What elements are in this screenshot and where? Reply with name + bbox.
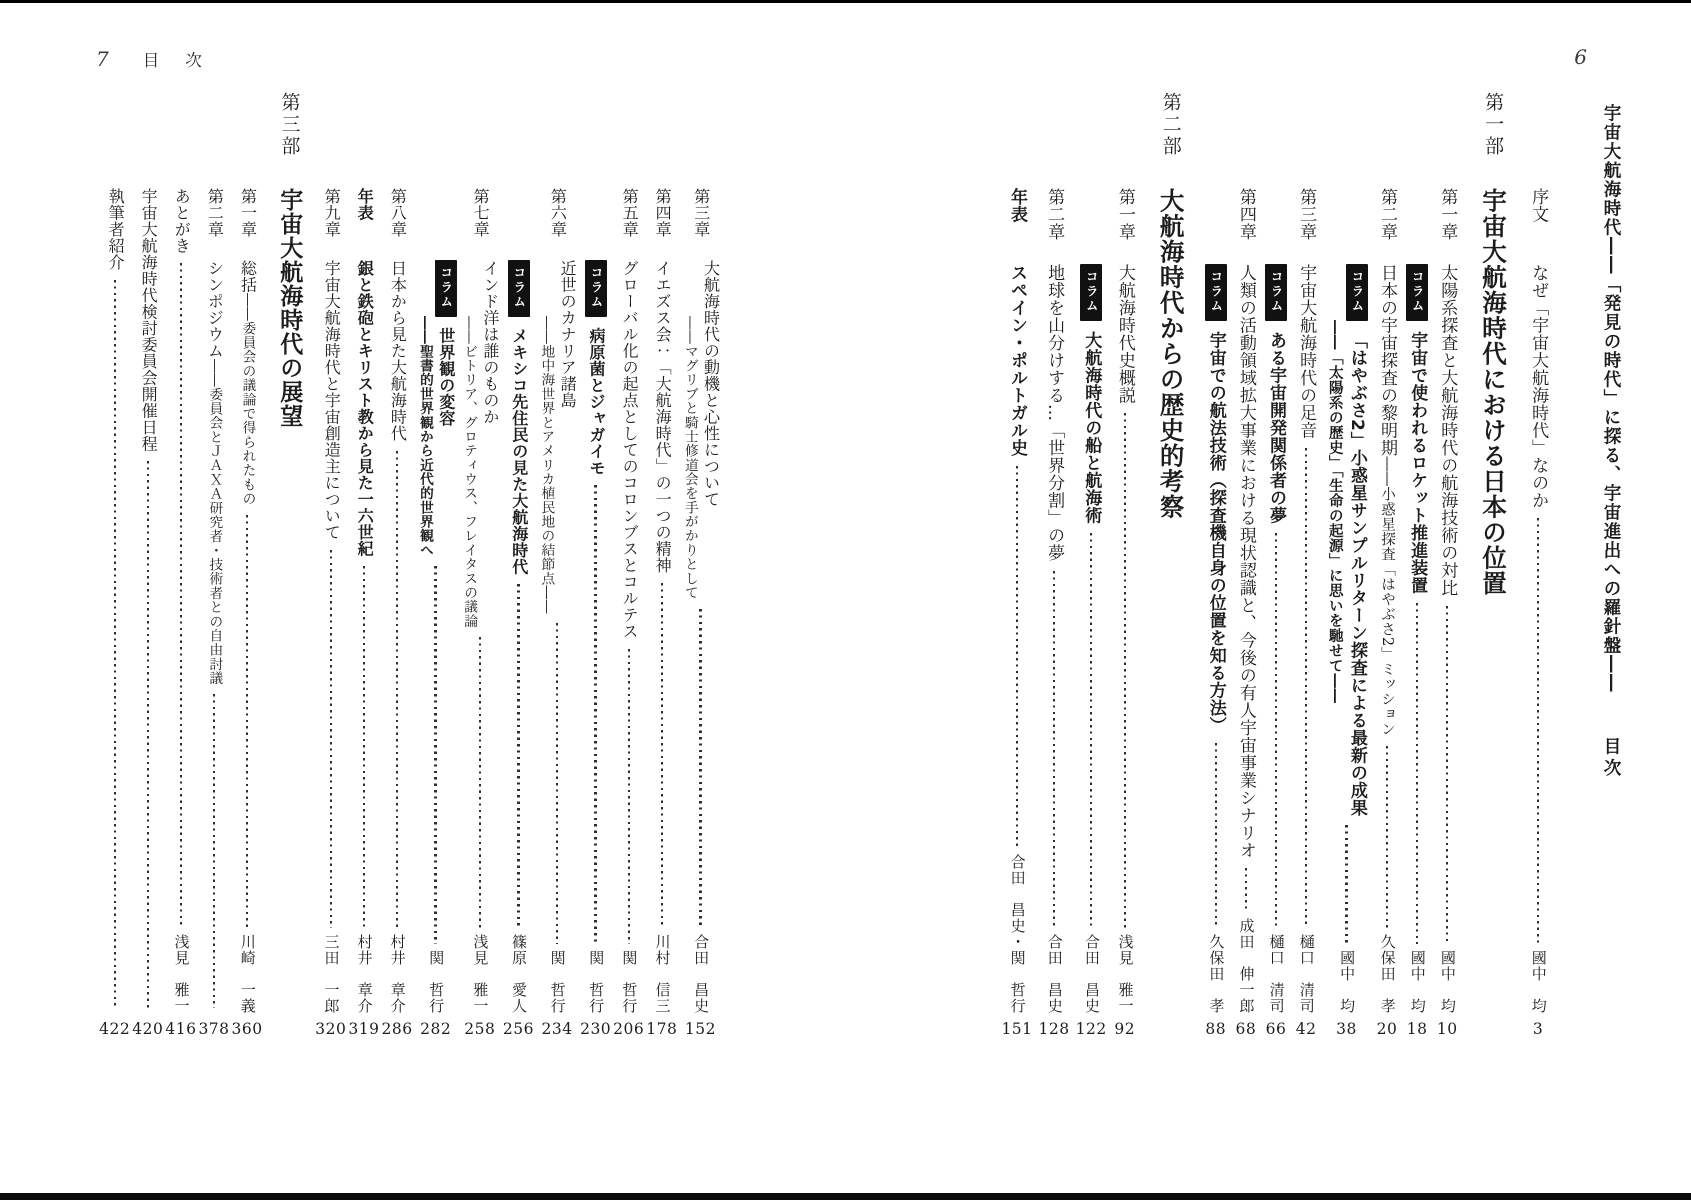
chapter-label-slot [386,188,409,260]
chapter-label: 第二章 [205,188,225,238]
part-heading [1153,92,1188,1039]
chapter-label-slot [1375,188,1399,264]
page-left [0,3,846,1193]
entry-heading [1204,264,1228,734]
page-number: 68 [1235,1020,1257,1038]
column-badge: コラム [1205,264,1227,321]
entry-title: 銀と鉄砲とキリスト教から見た一六世紀 [355,260,375,557]
entry-title: 太陽系探査と大航海時代の航海技術の対比 [1437,264,1458,597]
chapter-label-slot [1435,188,1459,264]
dot-leader [1124,413,1126,928]
entry-title: 病原菌とジャガイモ [586,327,606,476]
entry-title: 人類の活動領域拡大事業における現状認識と、今後の有人宇宙事業シナリオ [1235,264,1256,859]
chapter-label: 序文 [1528,188,1549,223]
toc-entry [1001,92,1032,1039]
column-badge: コラム [1265,264,1287,321]
page-number: 360 [231,1020,263,1038]
chapter-label-slot [468,188,491,260]
chapter-label-slot [1005,188,1029,264]
chapter-label: 第二章 [1377,188,1397,241]
dot-leader [213,694,215,1008]
toc-entry [99,92,130,1039]
author-name: 関 哲行 [620,950,639,1014]
entry-heading [1405,264,1429,594]
entry-heading [319,260,342,541]
toc-entry [1234,92,1258,1039]
entry-title: メキシコ先住民の見た大航海時代 [509,327,529,575]
page-number: 10 [1436,1020,1458,1038]
page-number: 206 [613,1020,645,1038]
entry-subtitle: ――「太陽系の歴史」「生命の起源」に思いを馳せて―― [1326,320,1343,704]
part-number: 第一部 [1482,92,1505,158]
part-heading [1475,92,1510,1039]
page-number: 178 [646,1020,678,1038]
entry-heading [1234,264,1258,859]
entry-subtitle: ――小惑星探査「はやぶさ2」ミッション [1379,456,1395,737]
page-number: 319 [348,1020,380,1038]
entry-title: 大航海時代の船と航海術 [1081,331,1102,524]
dot-leader [246,515,248,928]
chapter-label-slot [617,188,640,260]
entry-title: ある宇宙開発関係者の夢 [1266,331,1286,524]
entry-title: 「はやぶさ2」小惑星サンプルリターン探査による最新の成果 [1346,331,1367,817]
author-name: 川崎 一義 [238,934,257,1014]
dot-leader [330,550,332,929]
dot-leader [396,451,398,929]
toc-entry [315,92,346,1039]
chapter-label: 第七章 [471,188,491,238]
author-name: 樋口 清司 [1267,934,1286,1014]
chapter-label-slot [650,188,673,260]
page-number: 18 [1406,1020,1428,1038]
page-number: 151 [1001,1020,1033,1038]
entry-heading [415,260,457,557]
toc-entry [1264,92,1288,1039]
entry-heading [650,260,673,574]
dot-leader [1275,533,1277,928]
chapter-label: 第五章 [620,188,640,238]
entry-heading [1079,264,1103,524]
toc-entry [503,92,534,1039]
page-number: 378 [198,1020,230,1038]
entry-heading [1005,264,1029,457]
column-badge: コラム [508,260,530,317]
toc-entry [1204,92,1228,1039]
dot-leader [1215,743,1217,928]
entry-title: 宇宙大航海時代と宇宙創造主について [322,260,342,541]
page-number: 42 [1295,1020,1317,1038]
page-number: 420 [132,1020,164,1038]
entry-title: あとがき [172,188,192,254]
page-right [846,3,1691,1193]
dot-leader [1245,868,1247,912]
entry-title: シンポジウム [205,260,225,359]
part-title: 宇宙大航海時代における日本の位置 [1479,188,1509,596]
book-title: 宇宙大航海時代――「発見の時代」に探る、宇宙進出への羅針盤―― [1601,104,1621,693]
dot-leader [1446,606,1448,945]
dot-leader [1416,603,1418,944]
dot-leader [479,637,481,928]
dot-leader [180,263,182,928]
dot-leader [147,461,149,1008]
scan-edge-bottom [0,1193,1691,1200]
entry-title: 大航海時代の動機と心性について [701,260,721,508]
dot-leader [434,566,436,944]
page-number: 152 [684,1020,716,1038]
page-number: 416 [165,1020,197,1038]
running-head-left [96,47,228,71]
entry-title: 大航海時代史概説 [1114,264,1135,404]
author-name: 國中 均 [1529,950,1548,1014]
folio-number-left: 7 [96,47,109,71]
page-number: 230 [580,1020,612,1038]
chapter-label: 第四章 [653,188,673,238]
toc-entry [646,92,677,1039]
dot-leader [1345,825,1347,944]
chapter-label-slot [1526,188,1550,264]
entry-subtitle: ――マグリブと騎士修道会を手がかりとして [681,316,698,600]
toc-entry [536,92,578,1039]
entry-heading [1294,264,1318,439]
page-number: 88 [1205,1020,1227,1038]
column-badge: コラム [1406,264,1428,321]
chapter-label: 第三章 [691,188,711,238]
page-number: 38 [1336,1020,1357,1038]
chapter-label: 年表 [1007,188,1028,223]
author-name: 國中 均 [1338,950,1357,1014]
toc-left [74,92,724,1039]
entry-heading [203,260,226,685]
entry-title: インド洋は誰のものか [480,260,500,425]
toc-entry [459,92,501,1039]
page-number: 122 [1075,1020,1107,1038]
author-name: 久保田 孝 [1378,934,1397,1014]
author-name: 合田 昌史 [1045,934,1064,1014]
toc-heading-label: 目次 [1601,737,1621,780]
chapter-label-slot [353,188,376,260]
entry-heading [536,260,578,614]
dot-leader [594,485,596,944]
entry-subtitle: ――聖書的世界観から近代的世界観へ [416,316,433,558]
toc-entry [348,92,379,1039]
toc-entry [1435,92,1459,1039]
toc-entry [1113,92,1137,1039]
book-spread [0,3,1691,1193]
author-name: 國中 均 [1408,950,1427,1014]
author-name: 浅見 雅一 [1116,934,1135,1014]
dot-leader [363,566,365,928]
book-title-column [1598,92,1623,1039]
dot-leader [1016,466,1018,849]
entry-title: 宇宙大航海時代の足音 [1296,264,1317,439]
chapter-label-slot [1113,188,1137,264]
entry-heading [459,260,501,628]
chapter-label-slot [689,188,712,260]
page-number: 3 [1532,1020,1544,1038]
entry-title: なぜ「宇宙大航海時代」なのか [1528,264,1549,509]
entry-heading [103,188,126,271]
entry-title: イエズス会：「大航海時代」の一つの精神 [653,260,673,574]
author-name: 浅見 雅一 [172,934,191,1014]
chapter-label-slot [1234,188,1258,264]
entry-title: グローバル化の起点としてのコロンブスとコルテス [620,260,640,640]
part-heading [273,92,306,1039]
part-title: 宇宙大航海時代の展望 [276,188,303,428]
entry-heading [1526,264,1550,509]
column-badge: コラム [1346,264,1368,321]
part-number: 第三部 [278,92,301,158]
author-name: 合田 昌史・関 哲行 [1008,854,1027,1014]
chapter-label: 年表 [355,188,375,221]
chapter-label: 第一章 [1114,188,1135,241]
page-number: 20 [1376,1020,1398,1038]
toc-entry [1375,92,1399,1039]
entry-subtitle: ――委員会とＪＡＸＡ研究者・技術者との自由討議 [206,359,223,686]
entry-title: 世界観の変容 [436,327,456,427]
author-name: 村井 章介 [355,934,374,1014]
entry-subtitle: ――地中海世界とアメリカ植民地の結節点―― [538,316,555,614]
chapter-label: 第六章 [548,188,568,238]
page-number: 320 [315,1020,347,1038]
dot-leader [1537,518,1539,944]
chapter-label: 第四章 [1235,188,1256,241]
author-name: 合田 昌史 [1082,934,1101,1014]
page-number: 66 [1265,1020,1287,1038]
author-name: 成田 伸一郎 [1237,918,1256,1014]
toc-entry [132,92,163,1039]
page-number: 256 [502,1020,534,1038]
entry-heading [1042,264,1066,562]
entry-heading [1375,264,1399,737]
entry-title: 総括 [238,260,258,293]
chapter-label: 第二章 [1044,188,1065,241]
dot-leader [1053,571,1055,929]
dot-leader [699,609,701,928]
entry-title: 宇宙で使われるロケット推進装置 [1407,331,1428,594]
toc-entry [198,92,229,1039]
page-number: 234 [541,1020,573,1038]
chapter-label-slot [203,188,226,260]
entry-heading [170,188,193,254]
page-number: 422 [99,1020,131,1038]
page-number: 92 [1114,1020,1136,1038]
entry-title: 地球を山分けする…「世界分割」の夢 [1044,264,1065,562]
entry-heading [679,260,721,600]
entry-heading [1113,264,1137,404]
chapter-label: 第九章 [322,188,342,238]
author-name: 樋口 清司 [1297,934,1316,1014]
chapter-label: 第一章 [238,188,258,238]
toc-entry [381,92,412,1039]
page-number: 286 [381,1020,413,1038]
dot-leader [517,584,519,928]
author-name: 三田 一郎 [322,934,341,1014]
author-name: 篠原 愛人 [510,934,529,1014]
toc-entry [415,92,457,1039]
part-title: 大航海時代からの歴史的考察 [1156,188,1186,520]
folio-number-right: 6 [1574,45,1587,69]
entry-title: スペイン・ポルトガル史 [1007,264,1028,457]
entry-subtitle: ――委員会の議論で得られたもの [239,293,256,506]
chapter-label-slot [319,188,342,260]
entry-heading [1435,264,1459,597]
chapter-label-slot [236,188,259,260]
entry-title: 日本の宇宙探査の黎明期 [1377,264,1397,457]
author-name: 関 哲行 [587,950,606,1014]
dot-leader [556,623,558,944]
page-number: 282 [420,1020,452,1038]
entry-heading [584,260,607,476]
toc-entry [232,92,263,1039]
author-name: 村井 章介 [388,934,407,1014]
entry-title: 宇宙大航海時代検討委員会開催日程 [139,188,159,452]
dot-leader [1305,448,1307,928]
entry-heading [236,260,259,506]
entry-title: 宇宙での航法技術（探査機自身の位置を知る方法） [1205,331,1226,734]
entry-title: 日本から見た大航海時代 [388,260,408,442]
part-number: 第二部 [1159,92,1182,158]
chapter-label-slot [1294,188,1318,264]
author-name: 國中 均 [1438,950,1457,1014]
column-badge: コラム [435,260,457,317]
author-name: 川村 信三 [653,934,672,1014]
dot-leader [114,280,116,1009]
dot-leader [1386,746,1388,928]
chapter-label-slot [1042,188,1066,264]
author-name: 関 哲行 [427,950,446,1014]
entry-heading [353,260,376,557]
toc-entry [165,92,196,1039]
entry-heading [1264,264,1288,524]
entry-title: 執筆者紹介 [106,188,126,271]
toc-entry [1039,92,1070,1039]
page-number: 128 [1038,1020,1070,1038]
chapter-label-slot [546,188,569,260]
toc-entry [1526,92,1550,1039]
entry-heading [507,260,530,575]
dot-leader [1090,533,1092,928]
toc-entry [580,92,611,1039]
column-badge: コラム [1080,264,1102,321]
author-name: 浅見 雅一 [471,934,490,1014]
dot-leader [661,583,663,929]
toc-entry [679,92,721,1039]
entry-title: 近世のカナリア諸島 [558,260,578,409]
entry-heading [617,260,640,640]
chapter-label: 第一章 [1437,188,1458,241]
toc-entry [1294,92,1318,1039]
toc-entry [1405,92,1429,1039]
page-number: 258 [464,1020,496,1038]
entry-heading [1324,264,1369,816]
entry-heading [136,188,159,452]
chapter-label: 第三章 [1296,188,1317,241]
toc-running-label: 目次 [142,51,228,70]
dot-leader [628,649,630,945]
toc-entry [613,92,644,1039]
chapter-label: 第八章 [388,188,408,238]
toc-entry [1076,92,1107,1039]
author-name: 合田 昌史 [692,934,711,1014]
column-badge: コラム [585,260,607,317]
author-name: 関 哲行 [548,950,567,1014]
toc-entry [1324,92,1369,1039]
toc-right [852,92,1627,1039]
entry-heading [386,260,409,442]
entry-subtitle: ――ビトリア、グロティウス、フレイタスの議論 [461,316,478,628]
author-name: 久保田 孝 [1207,934,1226,1014]
